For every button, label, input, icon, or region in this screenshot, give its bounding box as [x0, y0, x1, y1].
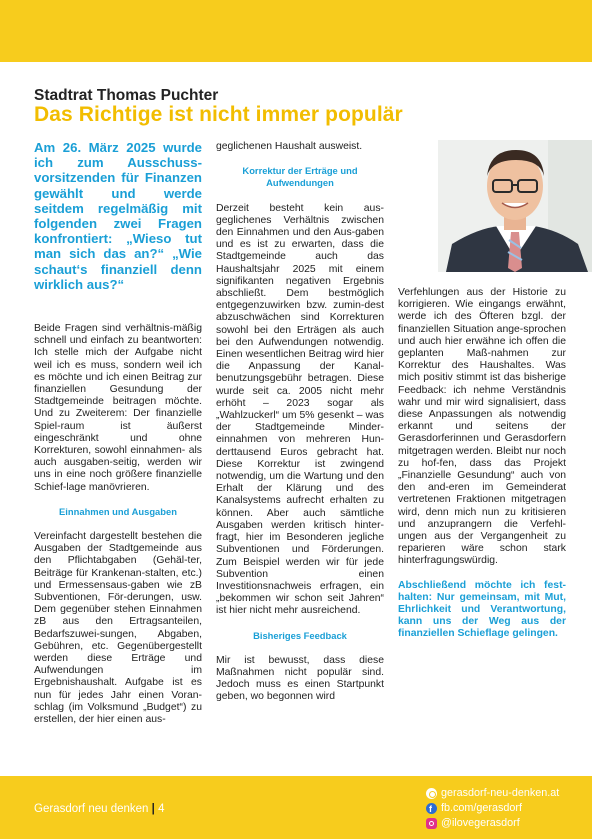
website-text: gerasdorf-neu-denken.at	[441, 787, 560, 799]
article-headline: Das Richtige ist nicht immer populär	[34, 103, 403, 126]
column-3	[398, 287, 566, 641]
footer-brand: Gerasdorf neu denken	[34, 803, 149, 815]
instagram-text: @ilovegerasdorf	[441, 817, 520, 829]
closing-paragraph: Abschließend möchte ich fest-halten: Nur gemeinsam, mit Mut, Ehrlichkeit und Verantwortung, kann uns der Weg aus der finanziellen Schieflage gelingen.	[398, 579, 566, 640]
column-1	[34, 323, 202, 726]
facebook-icon	[426, 803, 437, 814]
facebook-link[interactable]	[426, 801, 559, 816]
page-number: 4	[158, 803, 165, 815]
section-heading: Einnahmen und Ausgaben	[59, 505, 177, 517]
author-name: Stadtrat Thomas Puchter	[34, 87, 219, 104]
section-heading: Korrektur der Erträge und Aufwendungen	[242, 165, 358, 189]
top-yellow-bar	[0, 0, 592, 62]
facebook-text: fb.com/gerasdorf	[441, 802, 523, 814]
globe-icon	[426, 788, 437, 799]
instagram-link[interactable]	[426, 816, 559, 831]
paragraph: Beide Fragen sind verhältnis-mäßig schnell und einfach zu beantworten: Ich stelle mich der Aufgabe nicht weil ich es muss, sondern weil ich es möchte und ich einen Beitrag zur finanziellen Gesundung der Stadtgemeinde beitragen möchte. Und zu Zweiterem: Der finanzielle Spiel-raum ist äußerst eingeschränkt und ohne Korrekturen, sowohl einnahmen- als auch ausgaben-seitig, werden wir uns in eine noch größere finanzielle Schief-lage manövrieren.	[34, 323, 202, 493]
footer-page-label	[34, 803, 164, 815]
social-links	[426, 786, 559, 831]
paragraph: geglichenen Haushalt ausweist.	[216, 141, 363, 152]
paragraph: Vereinfacht dargestellt bestehen die Ausgaben der Stadtgemeinde aus den Pflichtabgaben (Gehäl-ter, Beiträge für Krankenan-stalten, etc.) und Ermessensaus-gaben wie zB Subventionen, För-derungen, usw. Dem gegenüber stehen Einnahmen zB aus den Ertragsanteilen, Bedarfszuwei-sungen, Abgaben, Gebühren, etc. Gegenübergestellt werden diese Erträge und Aufwendungen im Ergebnishaushalt. Aufgabe ist es nun für jedes Jahr einen Voran-schlag (im Volksmund „Budget“) zu erstellen, der hier einen aus-	[34, 531, 202, 726]
footer-separator: |	[151, 803, 155, 815]
intro-paragraph: Am 26. März 2025 wurde ich zum Ausschuss-vorsitzenden für Finanzen gewählt und werde seitdem regelmäßig mit folgenden zwei Fragen konfrontiert: „Wieso tut man sich das an?“ „Wie schaut‘s finanziell denn wirklich aus?“	[34, 140, 202, 292]
website-link[interactable]	[426, 786, 559, 801]
column-2	[216, 141, 384, 704]
paragraph: Mir ist bewusst, dass diese Maßnahmen nicht populär sind. Jedoch muss es einen Startpunkt geben, wo begonnen wird	[216, 654, 384, 703]
paragraph: Derzeit besteht kein aus-geglichenes Verhältnis zwischen den Einnahmen und den Aus-gaben und es ist zu erwarten, dass die Stadtgemeinde auch das Haushaltsjahr 2025 mit einem signifikanten negativen Ergebnis abschließt. Dem bestmöglich entgegenzuwirken bzw. zumin-dest abzuschwächen sind Korrekturen sowohl bei den Erträgen als auch bei den Aufwendungen notwendig. Einen wesentlichen Beitrag wird hier die Anpassung der Kanal-benutzungsgebühr betragen. Diese wurde seit ca. 2005 nicht mehr erhöht – 2023 sogar als „Wahlzuckerl“ um 5% gesenkt – was der Stadtgemeinde Minder-einnahmen von mehreren Hun-derttausend Euros gebracht hat. Diese Korrektur ist zwingend notwendig, um die Wartung und den Erhalt der Klärung und des Kanalsystems aufrecht erhalten zu können. Aber auch sämtliche Ausgaben werden kritisch hinter-fragt, hier im Besonderen jegliche Subventionen und Förderungen. Zum Beispiel werden wir für jede Subvention einen Investitionsnachweis erfragen, ein „bekommen wir schon seit Jahren“ ist hier nicht mehr ausreichend.	[216, 202, 384, 617]
paragraph: Verfehlungen aus der Historie zu korrigieren. Wie eingangs erwähnt, werde ich des Öfteren bzgl. der finanziellen Situation ange-sprochen und auch hier erwähne ich offen die geplanten Maß-nahmen zur Korrektur des Haushaltes. Was mich positiv stimmt ist das bisherige Feedback: ich nehme Verständnis wahr und mir wird signalisiert, dass diese Anpassungen als notwendig erkannt und seitens der Gerasdorferinnen und Gerasdorfern mitgetragen werden. Bleibt nur noch zu hof-fen, dass das Projekt „Finanzielle Gesundung“ auch von den and-eren im Gemeinderat vertretenen Fraktionen mitgetragen wird, denn mich nun zu kritisieren und anzuprangern die Verfehl-ungen aus der Vergangenheit zu reparieren wäre schon stark hinterfragungswürdig.	[398, 287, 566, 567]
author-photo	[438, 140, 592, 272]
instagram-icon	[426, 818, 437, 829]
section-heading: Bisheriges Feedback	[253, 629, 347, 641]
